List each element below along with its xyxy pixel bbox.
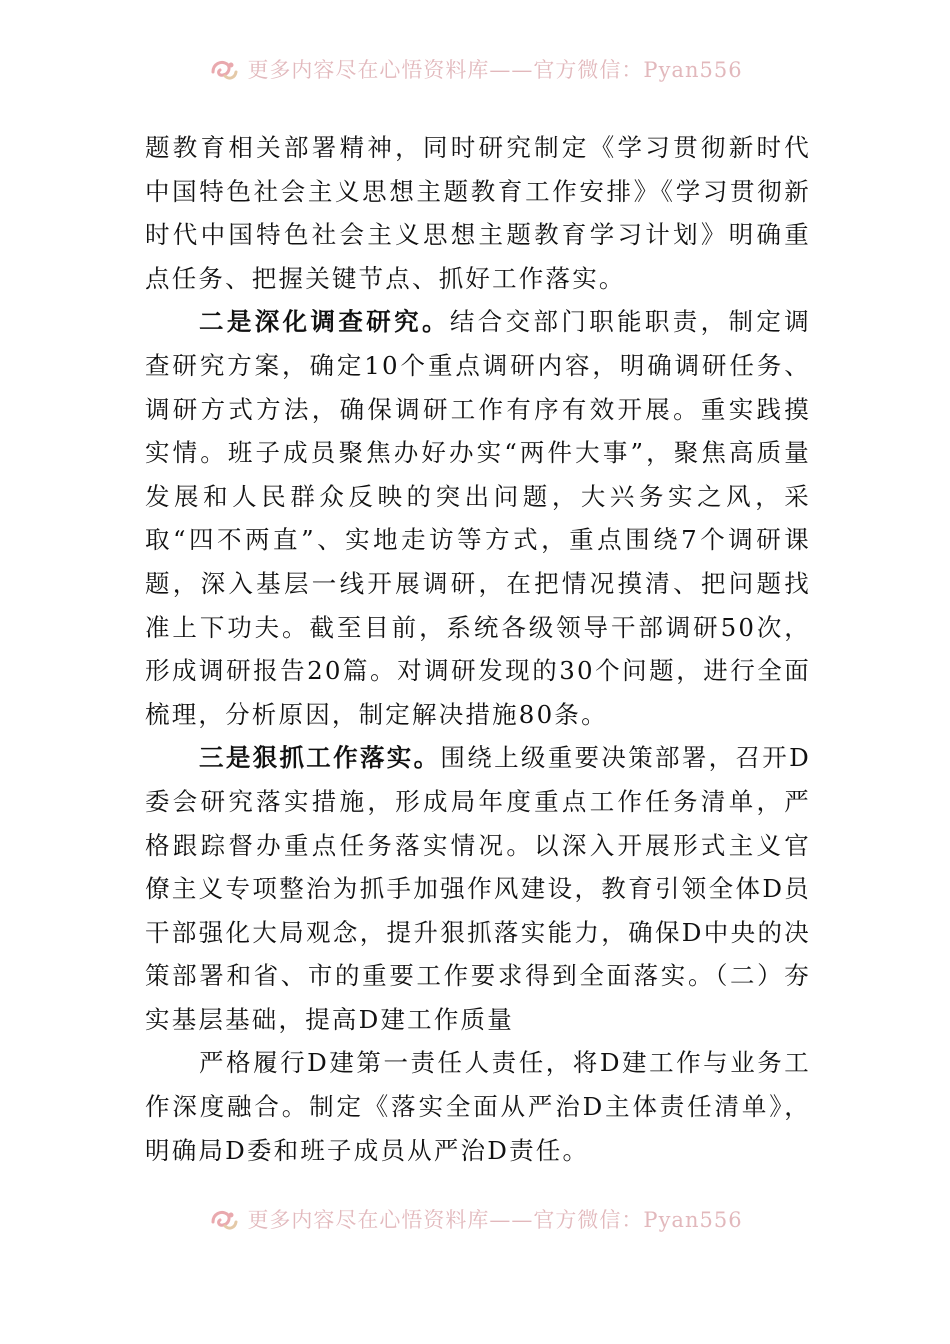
watermark-logo-icon — [207, 56, 239, 84]
paragraph-lead: 二是深化调查研究。 — [199, 307, 450, 337]
paragraph-text: 结合交部门职能职责，制定调查研究方案，确定10个重点调研内容，明确调研任务、调研方式方法，确保调研工作有序有效开展。重实践摸实情。班子成员聚焦办好办实“两件大事”，聚焦高质量发展和人民群众反映的突出问题，大兴务实之风，采取“四不两直”、实地走访等方式，重点围绕7个调研课题，深入基层一线开展调研，在把情况摸清、把问题找准上下功夫。截至目前，系统各级领导干部调研50次，形成调研报告20篇。对调研发现的30个问题，进行全面梳理，分析原因，制定解决措施80条。 — [145, 307, 811, 729]
header-watermark — [0, 50, 950, 90]
paragraph-lead: 三是狠抓工作落实。 — [199, 743, 441, 773]
paragraph-text: 围绕上级重要决策部署，召开D委会研究落实措施，形成局年度重点工作任务清单，严格跟踪督办重点任务落实情况。以深入开展形式主义官僚主义专项整治为抓手加强作风建设，教育引领全体D员干部强化大局观念，提升狠抓落实能力，确保D中央的决策部署和省、市的重要工作要求得到全面落实。（二）夯实基层基础，提高D建工作质量 — [145, 743, 811, 1034]
footer-watermark — [0, 1200, 950, 1240]
watermark-logo-icon — [207, 1206, 239, 1234]
watermark-text: 更多内容尽在心悟资料库——官方微信：Pyan556 — [247, 58, 743, 82]
paragraph-responsibility — [145, 1041, 811, 1172]
paragraph-text: 题教育相关部署精神，同时研究制定《学习贯彻新时代中国特色社会主义思想主题教育工作安排》《学习贯彻新时代中国特色社会主义思想主题教育学习计划》明确重点任务、把握关键节点、抓好工作落实。 — [145, 133, 811, 293]
paragraph-continuation — [145, 126, 811, 300]
body-text — [145, 126, 811, 1172]
paragraph-implementation — [145, 736, 811, 1041]
paragraph-investigation — [145, 300, 811, 736]
paragraph-text: 严格履行D建第一责任人责任，将D建工作与业务工作深度融合。制定《落实全面从严治D主体责任清单》，明确局D委和班子成员从严治D责任。 — [145, 1048, 811, 1165]
watermark-text: 更多内容尽在心悟资料库——官方微信：Pyan556 — [247, 1208, 743, 1232]
